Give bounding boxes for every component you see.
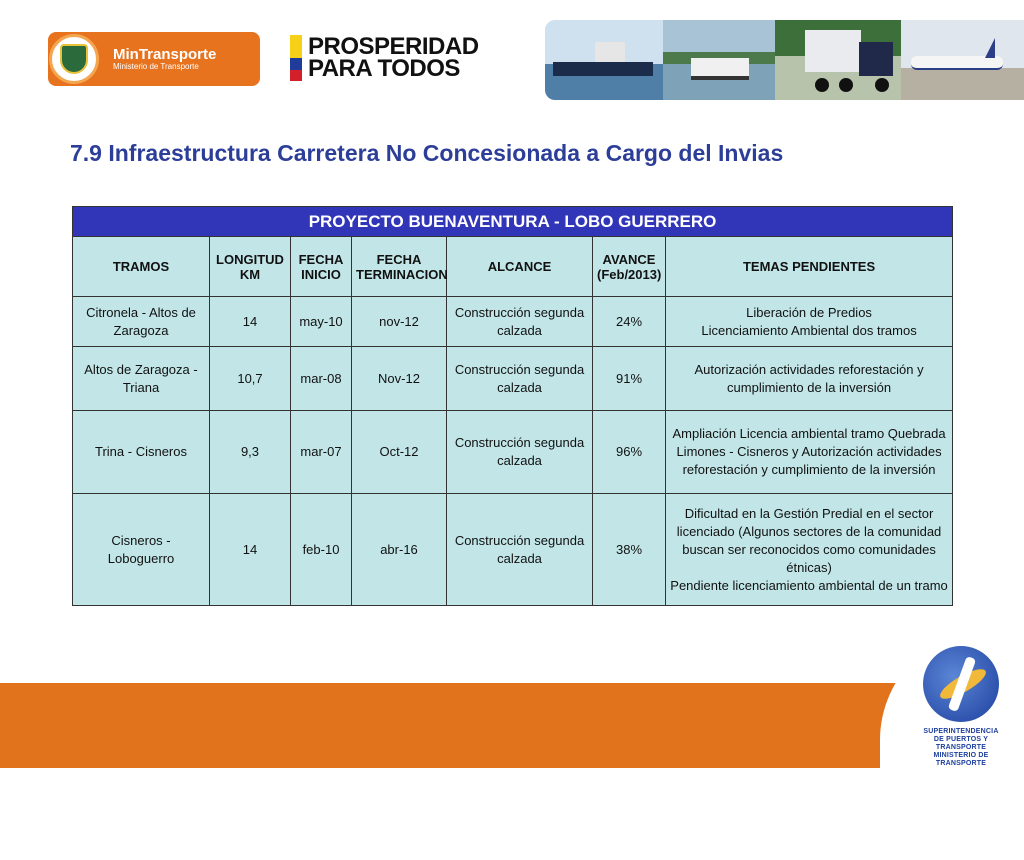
project-title: PROYECTO BUENAVENTURA - LOBO GUERRERO xyxy=(73,207,953,237)
avance-cell: 24% xyxy=(593,297,666,347)
inicio-cell: feb-10 xyxy=(291,494,352,606)
truck-image xyxy=(775,20,901,100)
longitud-cell: 14 xyxy=(210,297,291,347)
alcance-cell: Construcción segunda calzada xyxy=(447,494,593,606)
table-row xyxy=(73,411,953,494)
column-header: TEMAS PENDIENTES xyxy=(666,237,953,297)
tramo-cell: Trina - Cisneros xyxy=(73,411,210,494)
pendiente-item: Dificultad en la Gestión Predial en el sector licenciado (Algunos sectores de la comunidad buscan ser reconocidos como comunidades étnicas) xyxy=(676,505,942,575)
avance-cell: 38% xyxy=(593,494,666,606)
prosperidad-logo xyxy=(290,35,479,81)
avance-cell: 91% xyxy=(593,347,666,411)
terminacion-cell: nov-12 xyxy=(352,297,447,347)
terminacion-cell: abr-16 xyxy=(352,494,447,606)
superintendencia-emblem-icon xyxy=(923,646,999,722)
prosperidad-line1: PROSPERIDAD xyxy=(308,33,479,60)
inicio-cell: may-10 xyxy=(291,297,352,347)
superintendencia-line1: SUPERINTENDENCIA xyxy=(923,728,999,735)
column-header: FECHA INICIO xyxy=(291,237,352,297)
transport-photo-strip xyxy=(545,20,1024,100)
river-boat-image xyxy=(663,20,775,100)
longitud-cell: 9,3 xyxy=(210,411,291,494)
alcance-cell: Construcción segunda calzada xyxy=(447,297,593,347)
airplane-image xyxy=(901,20,1024,100)
pendiente-item: Licenciamiento Ambiental dos tramos xyxy=(701,322,917,338)
column-header: ALCANCE xyxy=(447,237,593,297)
pendiente-item: Pendiente licenciamiento ambiental de un tramo xyxy=(670,577,948,593)
prosperidad-line2: PARA TODOS xyxy=(308,55,460,82)
column-header: TRAMOS xyxy=(73,237,210,297)
pendiente-item: Liberación de Predios xyxy=(746,304,872,320)
inicio-cell: mar-07 xyxy=(291,411,352,494)
pendientes-cell xyxy=(666,411,953,494)
avance-cell: 96% xyxy=(593,411,666,494)
pendientes-cell xyxy=(666,297,953,347)
project-table xyxy=(72,206,953,606)
column-header: AVANCE (Feb/2013) xyxy=(593,237,666,297)
cargo-ship-image xyxy=(545,20,663,100)
footer-band xyxy=(0,683,1024,768)
longitud-cell: 14 xyxy=(210,494,291,606)
pendientes-cell xyxy=(666,347,953,411)
tramo-cell: Citronela - Altos de Zaragoza xyxy=(73,297,210,347)
pendiente-item: Autorización actividades reforestación y cumplimiento de la inversión xyxy=(694,361,924,395)
tramo-cell: Altos de Zaragoza - Triana xyxy=(73,347,210,411)
superintendencia-logo xyxy=(912,646,1010,768)
alcance-cell: Construcción segunda calzada xyxy=(447,347,593,411)
colombia-flag-icon xyxy=(290,35,302,81)
terminacion-cell: Nov-12 xyxy=(352,347,447,411)
mintransporte-subtitle: Ministerio de Transporte xyxy=(113,61,199,71)
mintransporte-logo xyxy=(48,32,260,86)
table-row xyxy=(73,494,953,606)
inicio-cell: mar-08 xyxy=(291,347,352,411)
pendiente-item: Ampliación Licencia ambiental tramo Quebrada Limones - Cisneros y Autorización actividades reforestación y cumplimiento de la inversión xyxy=(672,426,946,477)
mintransporte-brand: MinTransporte xyxy=(113,45,217,63)
slide-title: 7.9 Infraestructura Carretera No Concesionada a Cargo del Invias xyxy=(70,140,784,166)
superintendencia-line2: DE PUERTOS Y TRANSPORTE xyxy=(933,736,989,751)
table-row xyxy=(73,297,953,347)
coat-of-arms-icon xyxy=(49,34,99,84)
tramo-cell: Cisneros - Loboguerro xyxy=(73,494,210,606)
pendientes-cell xyxy=(666,494,953,606)
alcance-cell: Construcción segunda calzada xyxy=(447,411,593,494)
table-row xyxy=(73,347,953,411)
longitud-cell: 10,7 xyxy=(210,347,291,411)
superintendencia-line3: MINISTERIO DE TRANSPORTE xyxy=(933,752,989,767)
column-header: FECHA TERMINACION xyxy=(352,237,447,297)
terminacion-cell: Oct-12 xyxy=(352,411,447,494)
column-header: LONGITUD KM xyxy=(210,237,291,297)
